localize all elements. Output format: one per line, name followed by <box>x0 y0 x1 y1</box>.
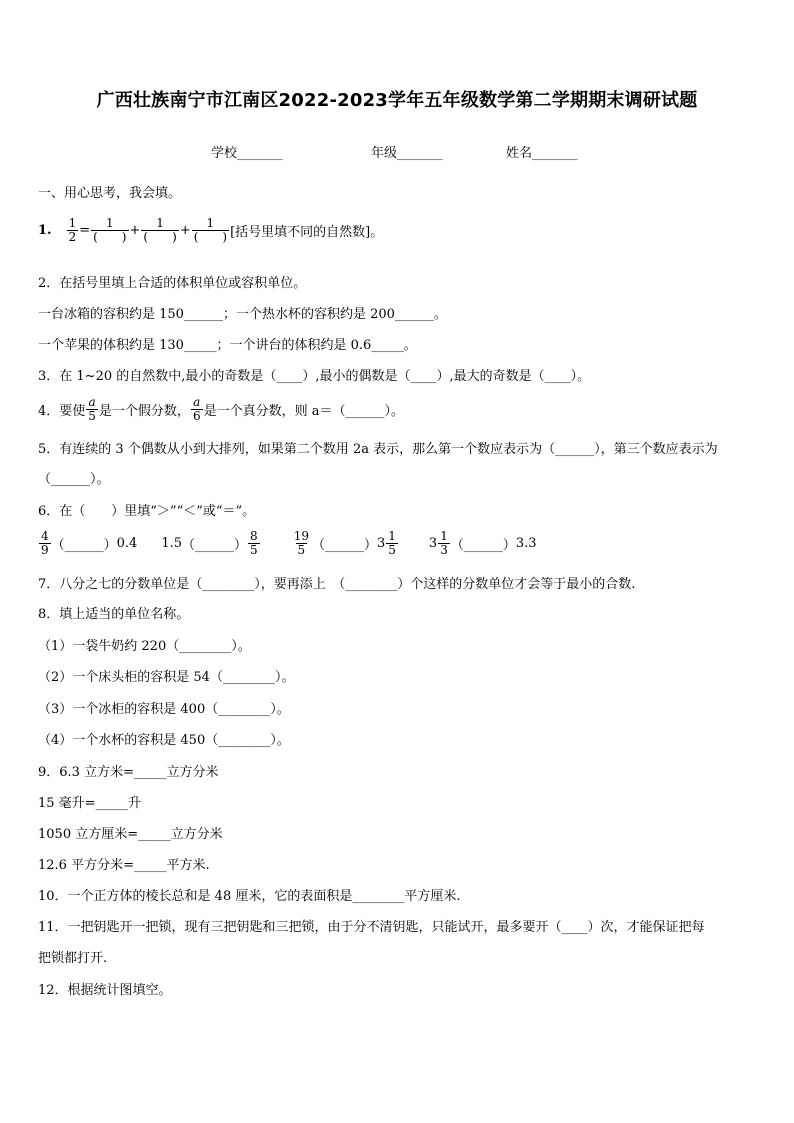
question-10[interactable]: 10．一个正方体的棱长总和是 48 厘米，它的表面积是________平方厘米. <box>38 889 461 904</box>
fraction <box>248 530 260 556</box>
question-9-line[interactable]: 12.6 平方分米=_____平方米. <box>38 858 210 873</box>
question-5-line[interactable]: 5．有连续的 3 个偶数从小到大排列，如果第二个数用 2a 表示，那么第一个数应表示为（______），第三个数应表示为 <box>38 442 718 457</box>
question-8-item[interactable]: （1）一袋牛奶约 220（________）。 <box>38 639 251 654</box>
fraction <box>86 396 98 422</box>
question-text: 4．要使 <box>38 403 86 419</box>
question-9-line[interactable]: 9．6.3 立方米=_____立方分米 <box>38 765 219 780</box>
value: 3.3 <box>515 535 537 551</box>
question-6-stem: 6．在（ ）里填“＞”“＜”或“＝”。 <box>38 504 256 519</box>
fraction <box>91 217 128 243</box>
numerator: 8 <box>250 528 258 543</box>
question-1 <box>38 210 383 250</box>
numerator: 1 <box>105 215 114 230</box>
value: 1.5 <box>161 535 183 551</box>
whole-part: 3 <box>428 535 438 551</box>
numerator: 1 <box>206 215 215 230</box>
fraction <box>67 217 79 243</box>
question-8-item[interactable]: （4）一个水杯的容积是 450（________）。 <box>38 733 290 748</box>
answer-blank[interactable]: （______） <box>51 537 117 553</box>
answer-blank[interactable]: ( ) <box>193 229 228 244</box>
denominator: 5 <box>297 542 306 557</box>
answer-blank[interactable]: ( ) <box>143 229 177 244</box>
question-11-line[interactable]: 11．一把钥匙开一把锁，现有三把钥匙和三把锁，由于分不清钥匙，只能试开，最多要开（____）次，才能保证把每 <box>38 920 705 935</box>
mixed-number <box>429 530 451 556</box>
fraction <box>39 530 51 556</box>
question-8-stem: 8．填上适当的单位名称。 <box>38 607 190 622</box>
denominator: 6 <box>192 408 201 423</box>
numerator: 1 <box>388 528 396 543</box>
question-9-line[interactable]: 15 毫升=_____升 <box>38 796 142 811</box>
denominator: 5 <box>388 542 396 557</box>
fraction <box>192 217 229 243</box>
fraction <box>141 217 178 243</box>
equals-sign: = <box>79 222 91 238</box>
numerator: 19 <box>293 528 309 543</box>
name-field[interactable]: 姓名_______ <box>506 146 578 161</box>
answer-blank[interactable]: （______） <box>450 537 516 553</box>
question-text: 是一个假分数， <box>98 403 190 419</box>
numerator: 1 <box>156 215 164 230</box>
value: 0.4 <box>116 535 138 551</box>
page-title: 广西壮族南宁市江南区2022-2023学年五年级数学第二学期期末调研试题 <box>96 90 698 111</box>
denominator: 5 <box>88 408 96 423</box>
numerator: 4 <box>41 528 49 543</box>
question-8-item[interactable]: （2）一个床头柜的容积是 54（________）。 <box>38 670 295 685</box>
question-12: 12．根据统计图填空。 <box>38 983 172 998</box>
numerator: 1 <box>440 528 448 543</box>
question-6-comparisons <box>38 523 537 563</box>
denominator: 3 <box>440 542 448 557</box>
question-text: [括号里填不同的自然数]。 <box>230 224 384 240</box>
question-text[interactable]: 是一个真分数，则 a＝（______）。 <box>203 403 404 419</box>
denominator: 5 <box>250 542 258 557</box>
section-heading: 一、用心思考，我会填。 <box>38 186 182 201</box>
plus-sign: + <box>129 222 141 238</box>
numerator: 1 <box>68 215 77 230</box>
question-2-line[interactable]: 一个苹果的体积约是 130_____；一个讲台的体积约是 0.6_____。 <box>38 338 417 353</box>
mixed-number <box>377 530 399 556</box>
question-number: 1. <box>38 222 52 238</box>
answer-blank[interactable]: ( ) <box>93 229 127 244</box>
plus-sign: + <box>179 222 191 238</box>
question-4 <box>38 391 404 427</box>
answer-blank[interactable]: （______） <box>182 537 248 553</box>
question-5-line[interactable]: （______）。 <box>38 472 110 487</box>
denominator: 9 <box>41 542 49 557</box>
question-8-item[interactable]: （3）一个冰柜的容积是 400（________）。 <box>38 702 290 717</box>
question-2-stem: 2．在括号里填上合适的体积单位或容积单位。 <box>38 276 307 291</box>
answer-blank[interactable]: （______） <box>311 537 377 553</box>
numerator: a <box>193 394 201 409</box>
school-field[interactable]: 学校_______ <box>211 146 283 161</box>
whole-part: 3 <box>376 535 386 551</box>
question-3[interactable]: 3．在 1~20 的自然数中,最小的奇数是（____）,最小的偶数是（____）,最大的奇数是（____）。 <box>38 369 591 384</box>
grade-field[interactable]: 年级_______ <box>371 146 443 161</box>
question-2-line[interactable]: 一台冰箱的容积约是 150______；一个热水杯的容积约是 200______。 <box>38 307 447 322</box>
question-11-line: 把锁都打开. <box>38 951 108 966</box>
denominator: 2 <box>68 229 77 244</box>
numerator: a <box>88 394 96 409</box>
fraction <box>292 530 311 556</box>
question-9-line[interactable]: 1050 立方厘米=_____立方分米 <box>38 827 223 842</box>
fraction <box>191 396 203 422</box>
question-7[interactable]: 7．八分之七的分数单位是（________），要再添上 （________）个这样的分数单位才会等于最小的合数. <box>38 577 636 592</box>
